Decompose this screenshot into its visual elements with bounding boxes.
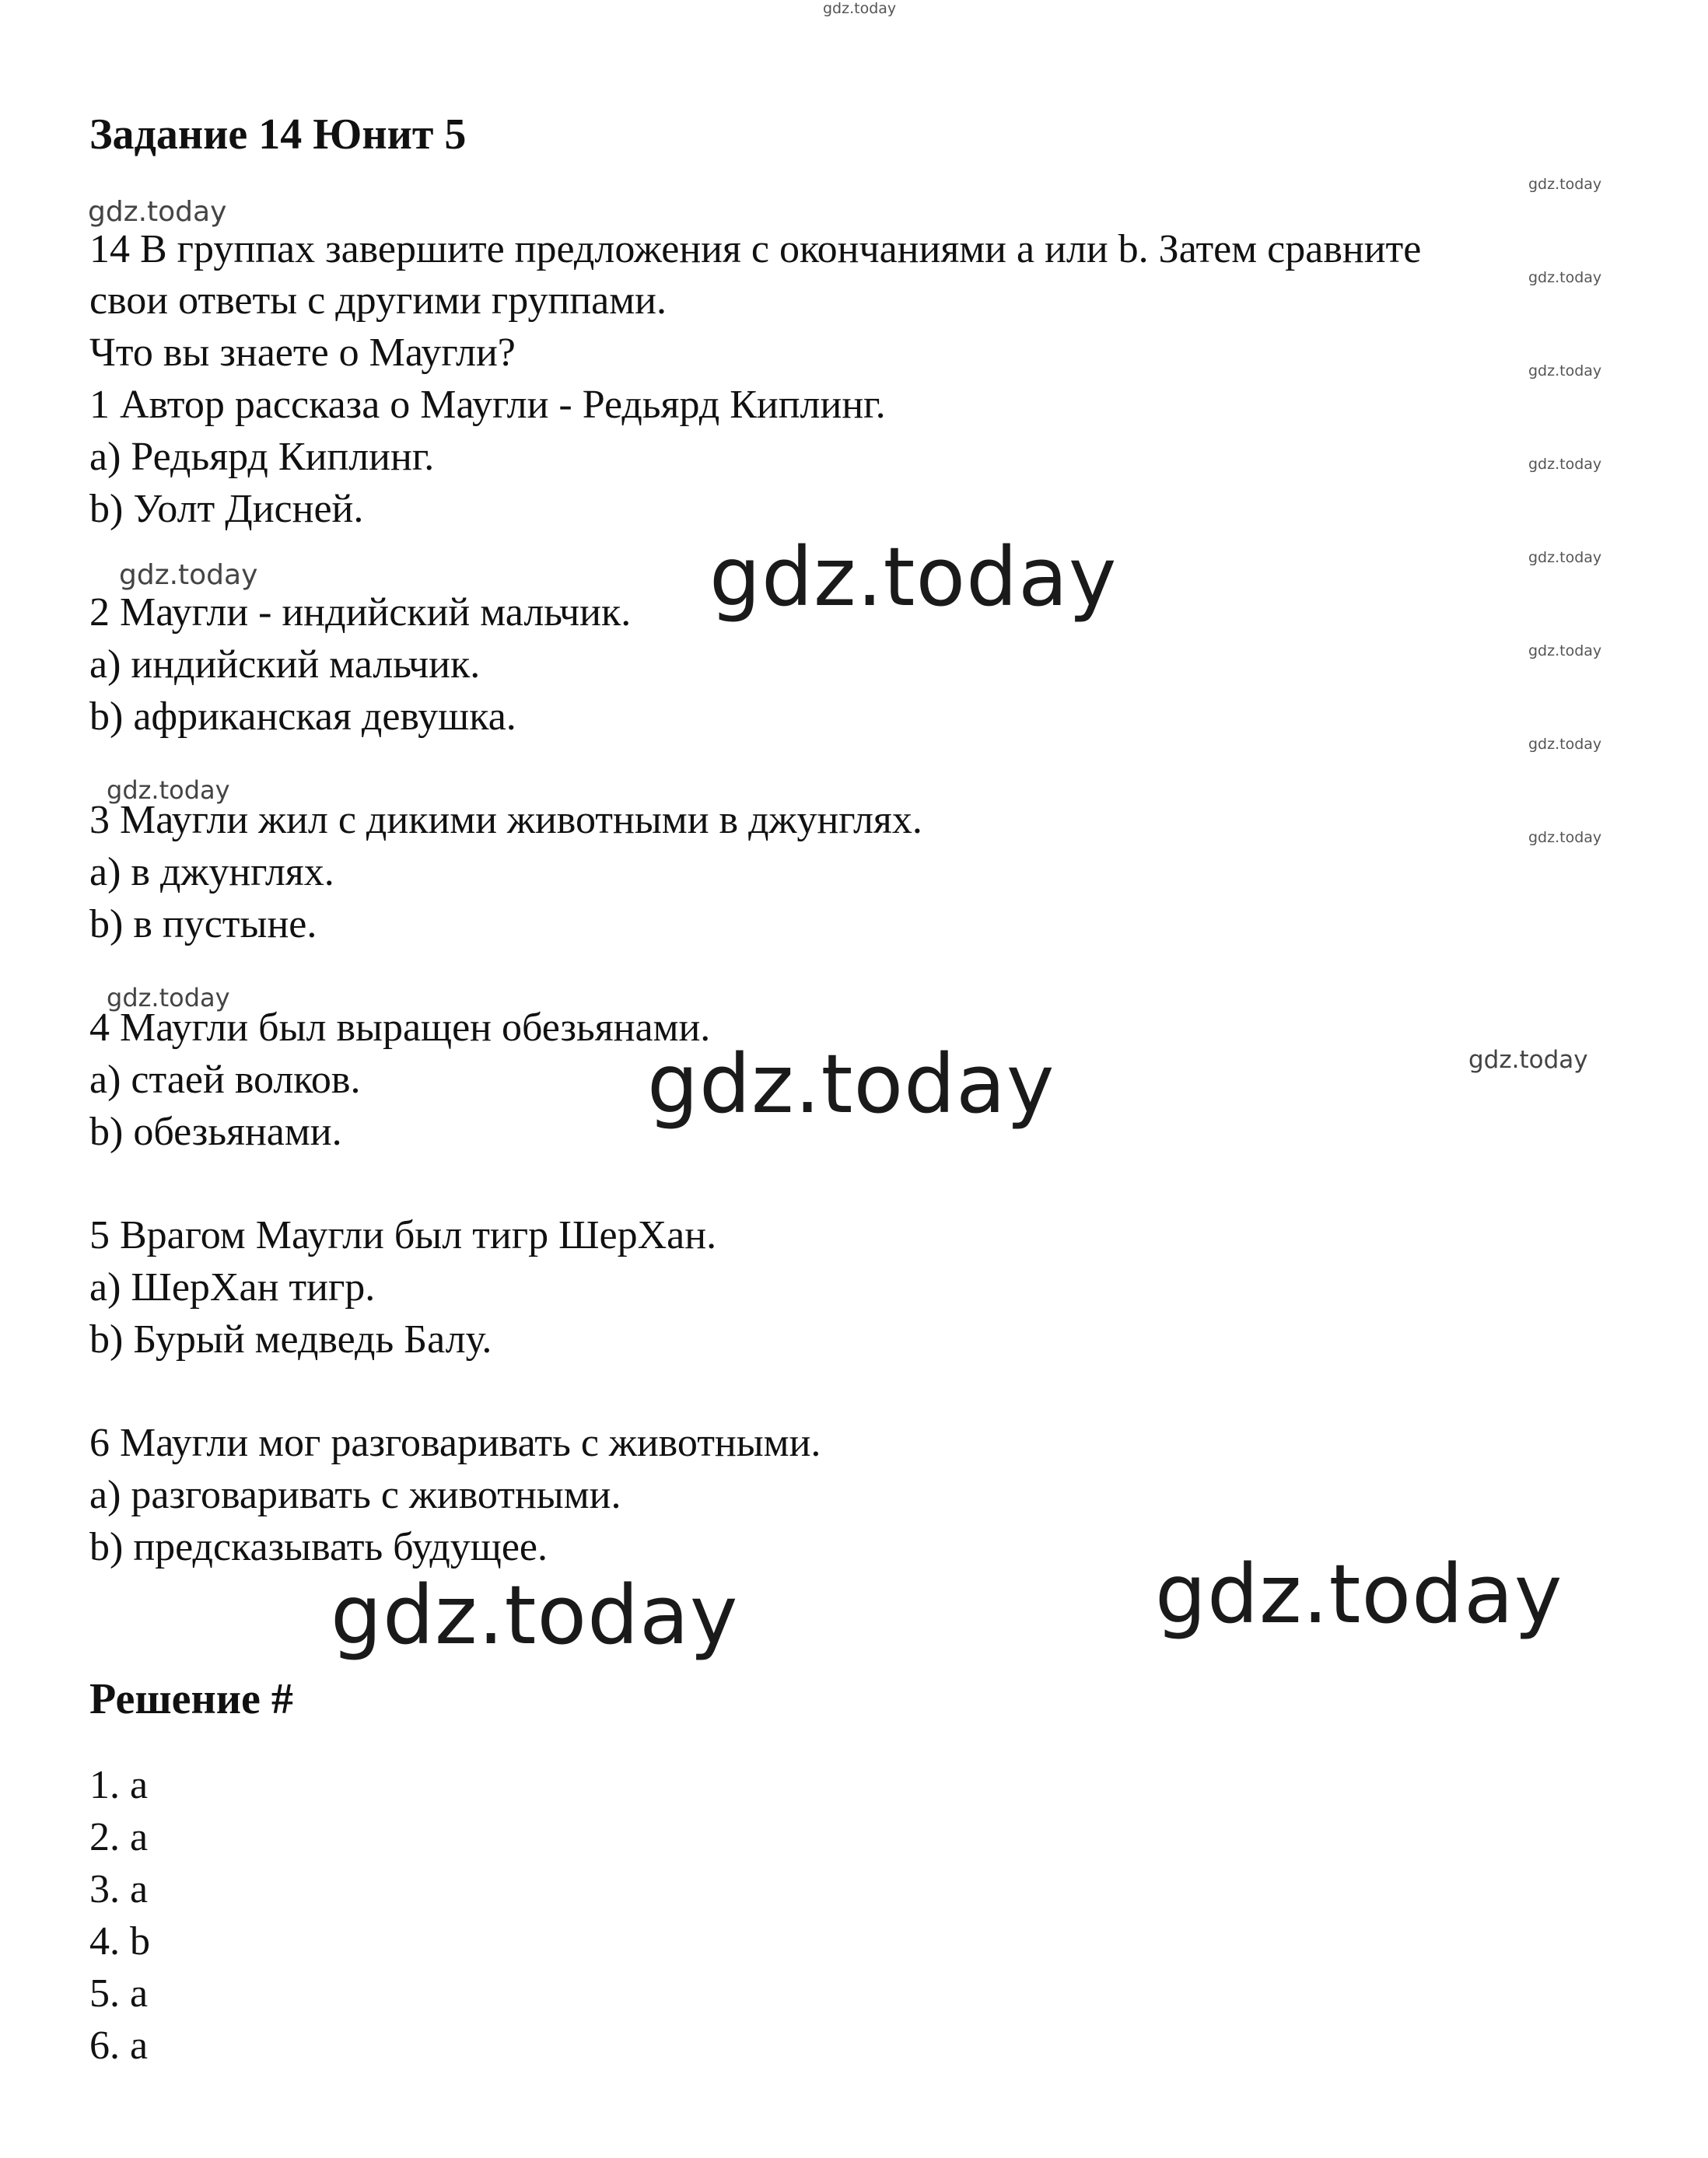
item-stem: 6 Маугли мог разговаривать с животными.	[89, 1421, 821, 1465]
watermark-tiny: gdz.today	[1528, 269, 1602, 286]
item-option-b: b) предсказывать будущее.	[89, 1525, 548, 1569]
watermark-small: gdz.today	[119, 559, 258, 591]
solution-answer: 1. a	[89, 1763, 149, 1807]
task-instruction: 14 В группах завершите предложения с окончаниями a или b. Затем сравните	[89, 227, 1422, 271]
item-stem: 4 Маугли был выращен обезьянами.	[89, 1006, 711, 1050]
item-option-a: a) индийский мальчик.	[89, 642, 481, 687]
solution-title: Решение #	[89, 1675, 293, 1723]
solution-answer: 2. a	[89, 1815, 149, 1859]
item-option-a: a) Редьярд Киплинг.	[89, 435, 435, 479]
watermark-large: gdz.today	[709, 530, 1118, 624]
watermark-tiny: gdz.today	[1528, 736, 1602, 753]
item-option-a: a) ШерХан тигр.	[89, 1265, 376, 1310]
item-stem: 1 Автор рассказа о Маугли - Редьярд Киплинг.	[89, 383, 886, 427]
watermark-large: gdz.today	[331, 1568, 739, 1663]
item-option-a: a) стаей волков.	[89, 1058, 361, 1102]
item-option-b: b) Бурый медведь Балу.	[89, 1317, 492, 1362]
watermark-small: gdz.today	[107, 983, 230, 1013]
task-question: Что вы знаете о Маугли?	[89, 331, 516, 375]
item-option-b: b) Уолт Дисней.	[89, 487, 364, 531]
watermark-tiny: gdz.today	[1528, 176, 1602, 193]
item-option-b: b) обезьянами.	[89, 1110, 342, 1154]
watermark-tiny: gdz.today	[1528, 362, 1602, 379]
watermark-large: gdz.today	[1155, 1547, 1563, 1642]
watermark-tiny: gdz.today	[1528, 549, 1602, 566]
watermark-small: gdz.today	[1468, 1046, 1588, 1074]
solution-answer: 5. a	[89, 1971, 149, 2016]
page-title: Задание 14 Юнит 5	[89, 110, 467, 159]
item-stem: 3 Маугли жил с дикими животными в джунглях.	[89, 798, 922, 842]
item-stem: 2 Маугли - индийский мальчик.	[89, 590, 632, 635]
watermark-tiny: gdz.today	[1528, 829, 1602, 846]
item-option-b: b) африканская девушка.	[89, 694, 516, 739]
watermark-tiny: gdz.today	[1528, 456, 1602, 473]
solution-answer: 4. b	[89, 1919, 150, 1964]
watermark-large: gdz.today	[647, 1037, 1055, 1131]
watermark-top: gdz.today	[823, 0, 897, 17]
item-option-a: a) в джунглях.	[89, 850, 334, 894]
solution-answer: 3. a	[89, 1867, 149, 1911]
watermark-small: gdz.today	[107, 775, 230, 805]
item-option-a: a) разговаривать с животными.	[89, 1473, 621, 1517]
task-instruction: свои ответы с другими группами.	[89, 278, 667, 323]
solution-answer: 6. a	[89, 2023, 149, 2068]
watermark-tiny: gdz.today	[1528, 642, 1602, 659]
item-stem: 5 Врагом Маугли был тигр ШерХан.	[89, 1213, 717, 1257]
watermark-small: gdz.today	[88, 196, 227, 228]
item-option-b: b) в пустыне.	[89, 902, 317, 946]
